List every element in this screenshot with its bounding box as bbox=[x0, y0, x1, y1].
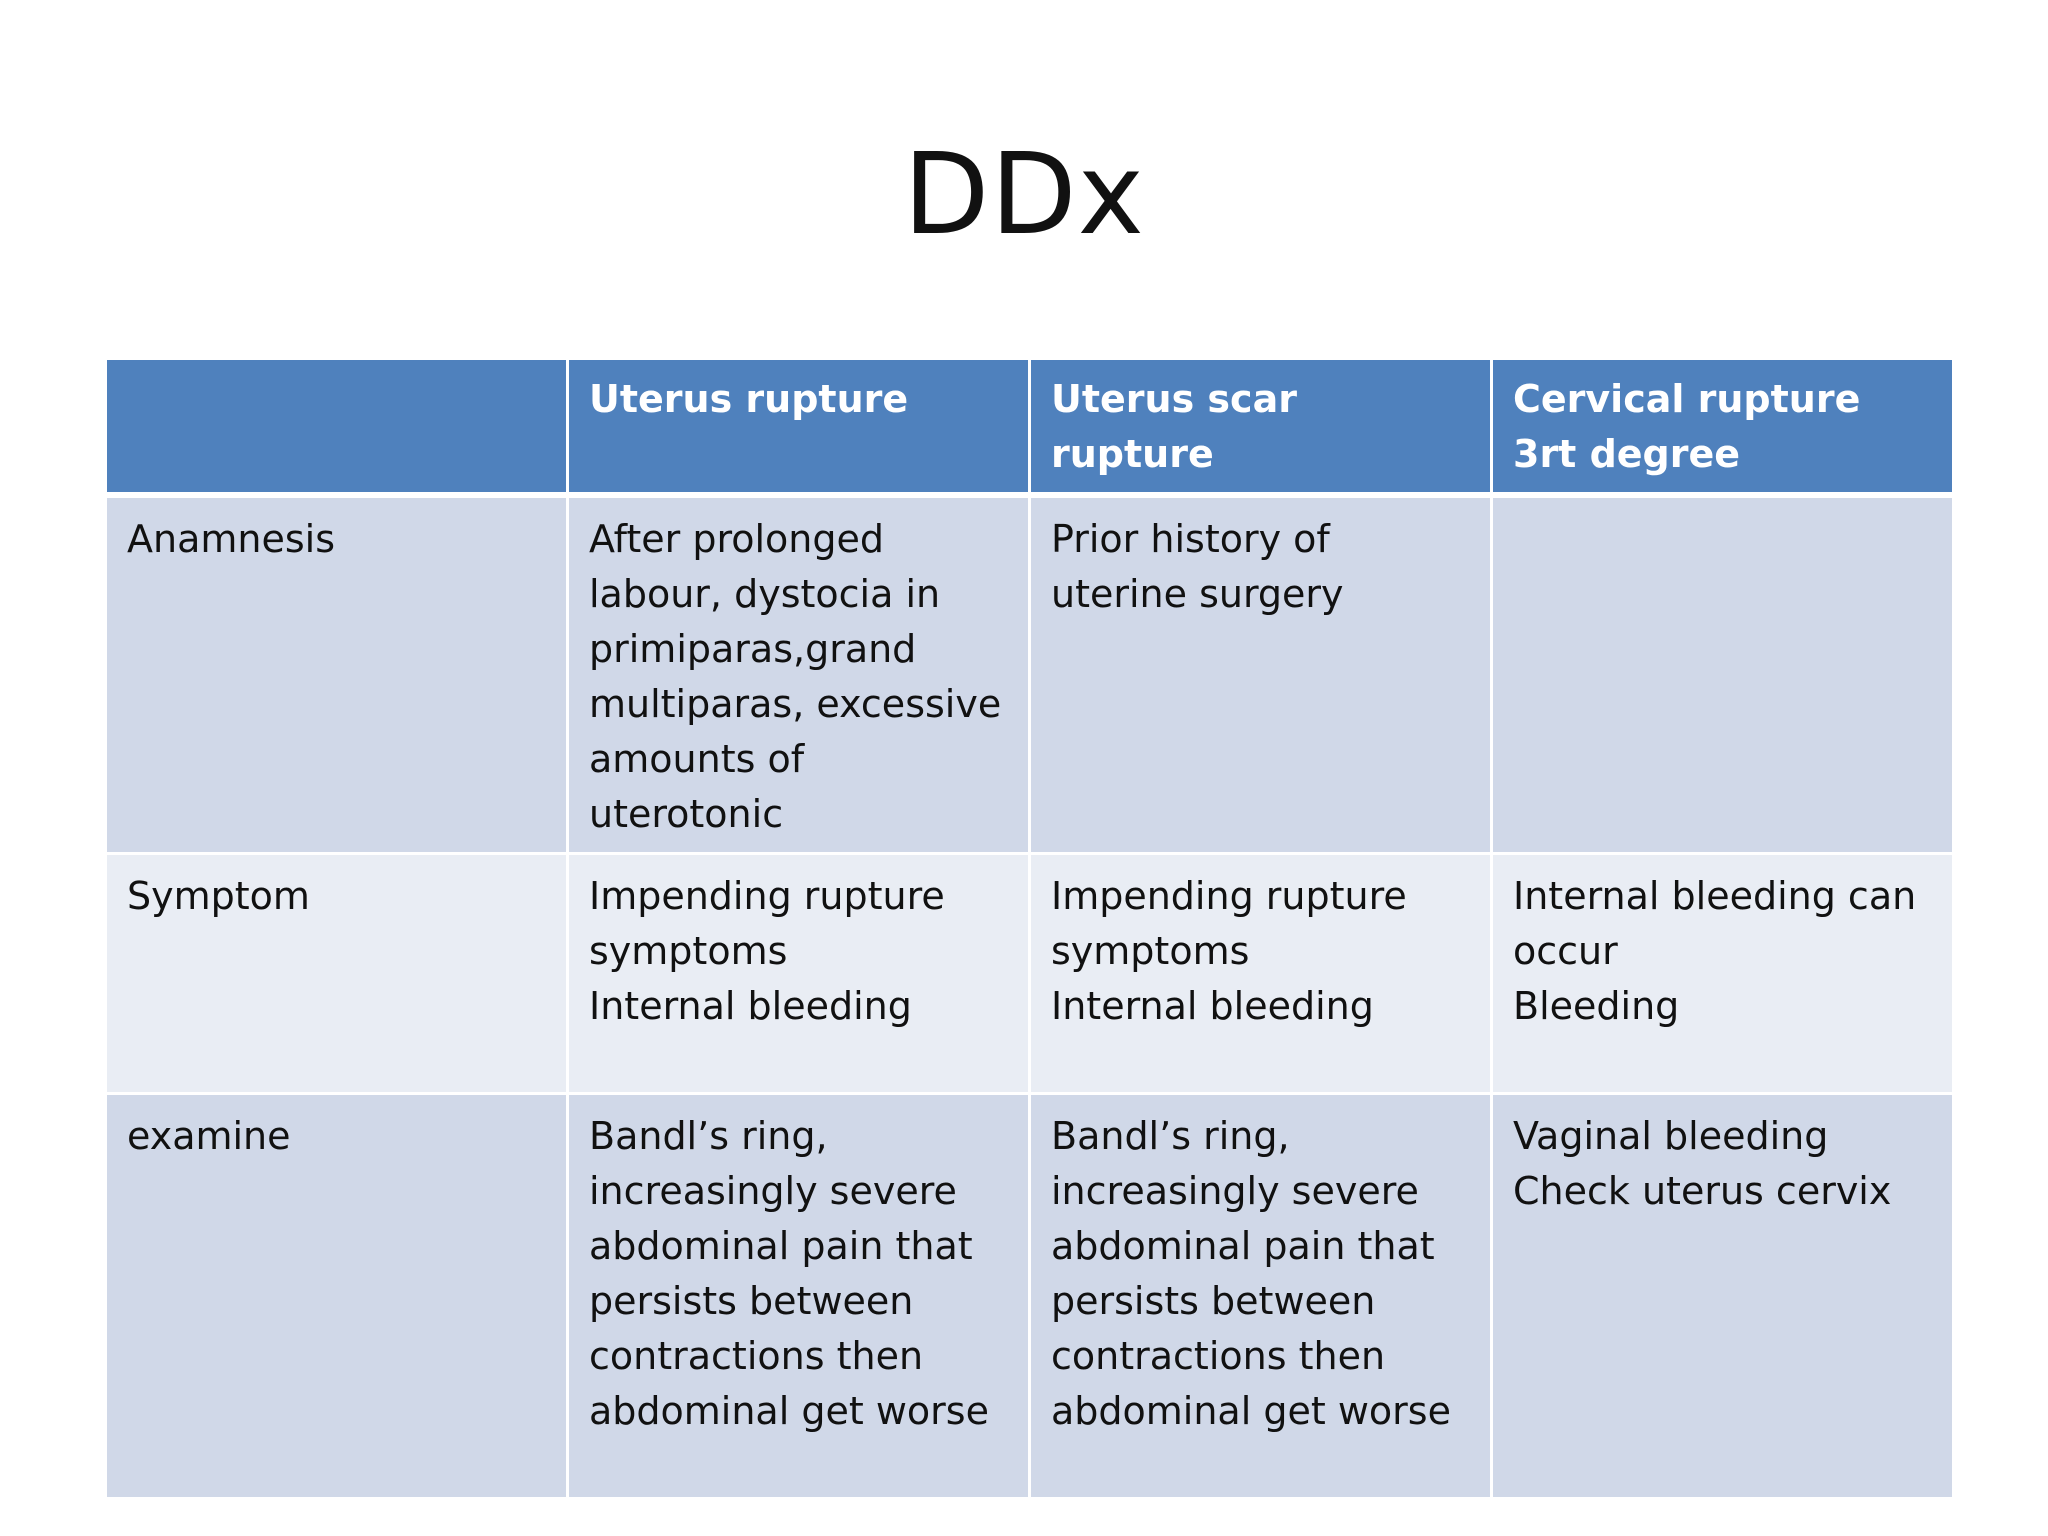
slide-title: DDx bbox=[903, 130, 1145, 260]
row-label-examine: examine bbox=[106, 1094, 568, 1499]
ddx-table bbox=[104, 360, 1955, 1500]
table-cell: After prolonged labour, dystocia in primiparas,grand multiparas, excessive amounts of uterotonic bbox=[568, 495, 1030, 854]
table-cell: Bandl’s ring, increasingly severe abdominal pain that persists between contractions then abdominal get worse bbox=[568, 1094, 1030, 1499]
header-cell-cervical-rupture: Cervical rupture 3rt degree bbox=[1492, 360, 1954, 495]
row-label-symptom: Symptom bbox=[106, 854, 568, 1094]
table-row bbox=[106, 854, 1954, 1094]
table-row bbox=[106, 1094, 1954, 1499]
row-label-anamnesis: Anamnesis bbox=[106, 495, 568, 854]
table-row bbox=[106, 495, 1954, 854]
table-cell: Impending rupture symptoms Internal bleeding bbox=[568, 854, 1030, 1094]
table-cell: Impending rupture symptoms Internal bleeding bbox=[1030, 854, 1492, 1094]
header-cell-empty bbox=[106, 360, 568, 495]
header-cell-uterus-scar-rupture: Uterus scar rupture bbox=[1030, 360, 1492, 495]
table-cell: Vaginal bleeding Check uterus cervix bbox=[1492, 1094, 1954, 1499]
header-cell-uterus-rupture: Uterus rupture bbox=[568, 360, 1030, 495]
table-cell: Internal bleeding can occur Bleeding bbox=[1492, 854, 1954, 1094]
table-cell bbox=[1492, 495, 1954, 854]
table-cell: Bandl’s ring, increasingly severe abdominal pain that persists between contractions then abdominal get worse bbox=[1030, 1094, 1492, 1499]
table-header-row bbox=[106, 360, 1954, 495]
table-cell: Prior history of uterine surgery bbox=[1030, 495, 1492, 854]
